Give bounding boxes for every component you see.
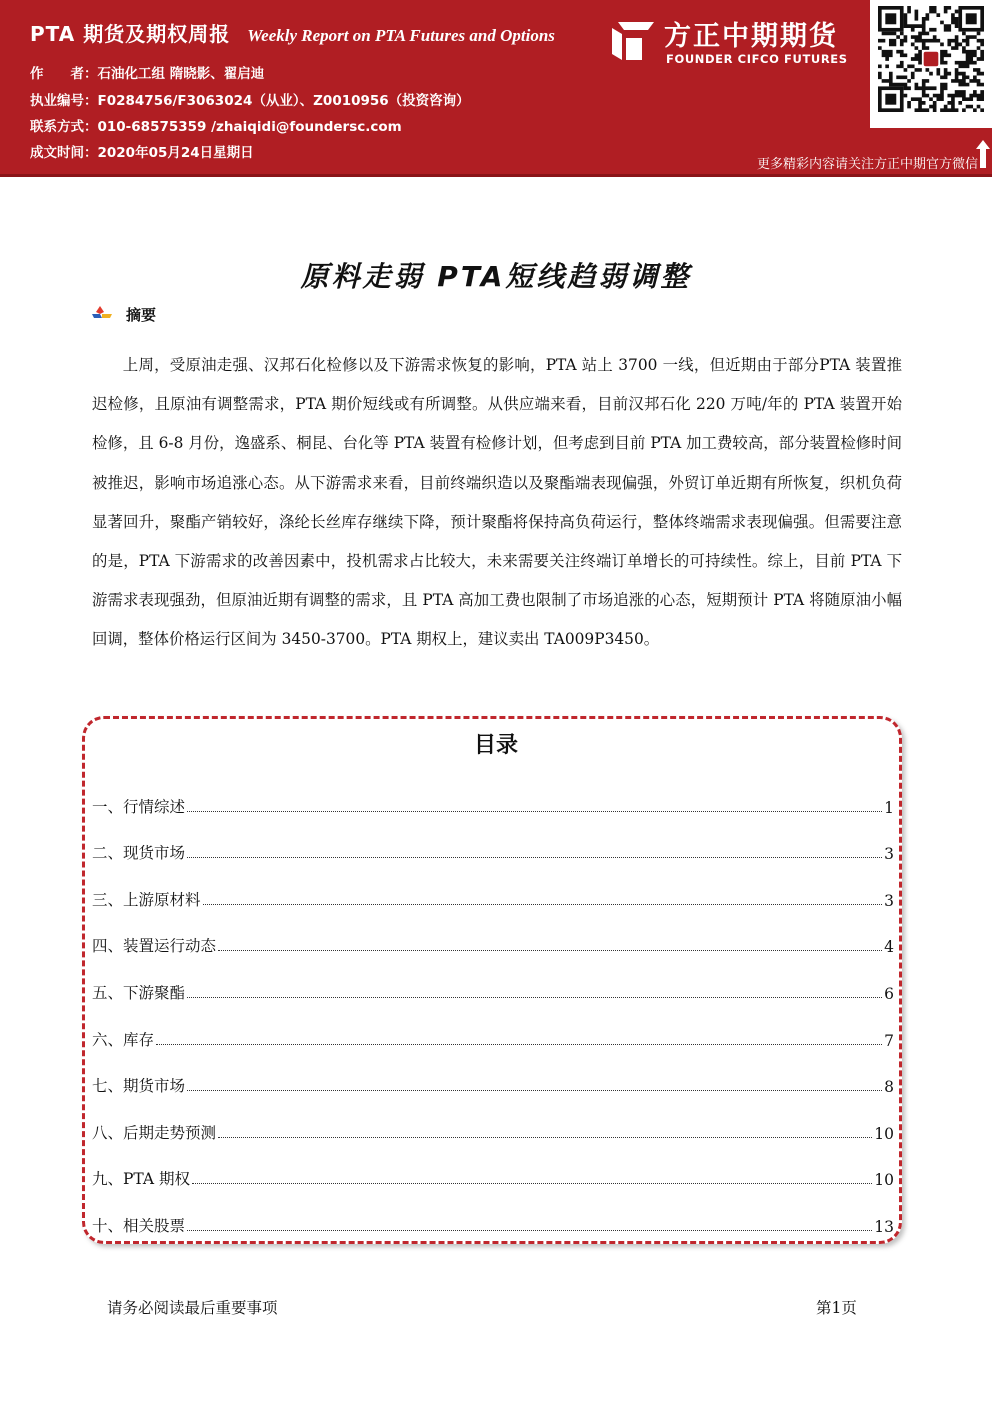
toc-leader	[187, 810, 882, 812]
toc-leader	[203, 903, 883, 905]
meta-date-label: 成文时间：	[30, 145, 98, 161]
toc-item-label: 四、装置运行动态	[92, 937, 217, 956]
logo-text-cn: 方正中期期货	[664, 21, 838, 52]
meta-contact	[30, 115, 402, 135]
logo-mark-icon	[608, 16, 656, 64]
toc-item-page: 3	[884, 891, 894, 910]
toc-item-page: 3	[884, 845, 894, 864]
meta-authors-value: 石油化工组 隋晓影、翟启迪	[97, 66, 265, 82]
document-title: 原料走弱 PTA短线趋弱调整	[300, 260, 692, 293]
toc-leader	[192, 1182, 872, 1184]
toc-item-page: 8	[884, 1078, 894, 1097]
toc-item-label: 八、后期走势预测	[92, 1123, 217, 1142]
toc-item-2[interactable]	[92, 817, 894, 864]
meta-authors	[30, 62, 264, 82]
toc-item-6[interactable]	[92, 1003, 894, 1050]
toc-item-label: 十、相关股票	[92, 1216, 186, 1235]
toc-item-label: 九、PTA 期权	[92, 1170, 191, 1189]
toc-leader	[218, 949, 882, 951]
meta-license-value: F0284756/F3063024（从业）、Z0010956（投资咨询）	[97, 93, 470, 109]
toc-item-label: 七、期货市场	[92, 1077, 186, 1096]
header-title-cn: PTA 期货及期权周报	[30, 22, 231, 46]
toc-item-label: 三、上游原材料	[92, 890, 201, 909]
meta-contact-value: 010-68575359 /zhaiqidi@foundersc.com	[97, 119, 402, 135]
toc-leader	[218, 1136, 872, 1138]
toc-item-label: 六、库存	[92, 1030, 155, 1049]
toc-item-8[interactable]	[92, 1096, 894, 1143]
company-logo	[608, 14, 864, 72]
wechat-qr-code	[870, 0, 992, 128]
meta-contact-label: 联系方式：	[30, 119, 98, 135]
toc-leader	[187, 1229, 872, 1231]
toc-leader	[156, 1043, 882, 1045]
toc-item-5[interactable]	[92, 956, 894, 1003]
qr-code-icon	[878, 6, 984, 112]
follow-wechat-text: 更多精彩内容请关注方正中期官方微信	[756, 157, 978, 172]
meta-date-value: 2020年05月24日星期日	[97, 145, 254, 161]
summary-paragraph: 上周，受原油走强、汉邦石化检修以及下游需求恢复的影响，PTA 站上 3700 一线，但近期由于部分PTA 装置推迟检修，且原油有调整需求，PTA 期价短线或有所调整。从供应端来看，目前汉邦石化 220 万吨/年的 PTA 装置开始检修，且 6-8 月份，逸盛系、桐昆、台化等 PTA 装置有检修计划，但考虑到目前 PTA 加工费较高，部分装置检修时间被推迟，影响市场追涨心态。从下游需求来看，目前终端织造以及聚酯端表现偏强，外贸订单近期有所恢复，织机负荷显著回升，聚酯产销较好，涤纶长丝库存继续下降，预计聚酯将保持高负荷运行，整体终端需求表现偏强。但需要注意的是，PTA 下游需求的改善因素中，投机需求占比较大，未来需要关注终端订单增长的可持续性。综上，目前 PTA 下游需求表现强劲，但原油近期有调整的需求，且 PTA 高加工费也限制了市场追涨的心态，短期预计 PTA 将随原油小幅回调，整体价格运行区间为 3450-3700。PTA 期权上，建议卖出 TA009P3450。	[92, 356, 902, 649]
footer-page-number: 第1页	[816, 1299, 857, 1317]
toc-title: 目录	[473, 733, 518, 758]
summary-heading-text: 摘要	[126, 306, 157, 324]
toc-item-1[interactable]	[92, 770, 894, 817]
toc-item-page: 7	[884, 1031, 894, 1050]
header-title	[30, 18, 555, 47]
arrow-up-icon	[976, 140, 990, 168]
toc-item-4[interactable]	[92, 910, 894, 957]
header-divider	[0, 174, 992, 177]
meta-license	[30, 89, 470, 109]
toc-leader	[187, 996, 882, 998]
toc-leader	[187, 1089, 882, 1091]
logo-text-en: FOUNDER CIFCO FUTURES	[666, 52, 848, 66]
report-header	[0, 0, 992, 174]
toc-item-10[interactable]	[92, 1189, 894, 1236]
toc-item-page: 10	[874, 1124, 894, 1143]
toc-item-3[interactable]	[92, 863, 894, 910]
toc-item-label: 五、下游聚酯	[92, 983, 186, 1002]
toc-item-page: 1	[884, 798, 894, 817]
toc-list	[92, 770, 894, 1236]
summary-heading	[92, 304, 156, 325]
toc-item-7[interactable]	[92, 1050, 894, 1097]
toc-item-label: 二、现货市场	[92, 844, 186, 863]
toc-item-page: 13	[874, 1217, 894, 1236]
meta-authors-label: 作 者：	[30, 66, 98, 82]
toc-item-page: 6	[884, 984, 894, 1003]
header-title-en: Weekly Report on PTA Futures and Options	[247, 26, 555, 45]
meta-date	[30, 141, 254, 161]
footer-notice: 请务必阅读最后重要事项	[107, 1299, 278, 1317]
toc-item-9[interactable]	[92, 1143, 894, 1190]
meta-license-label: 执业编号：	[30, 93, 98, 109]
toc-item-page: 10	[874, 1171, 894, 1190]
summary-bullet-icon	[92, 306, 112, 322]
toc-item-label: 一、行情综述	[92, 797, 186, 816]
toc-leader	[187, 856, 882, 858]
toc-item-page: 4	[884, 938, 894, 957]
